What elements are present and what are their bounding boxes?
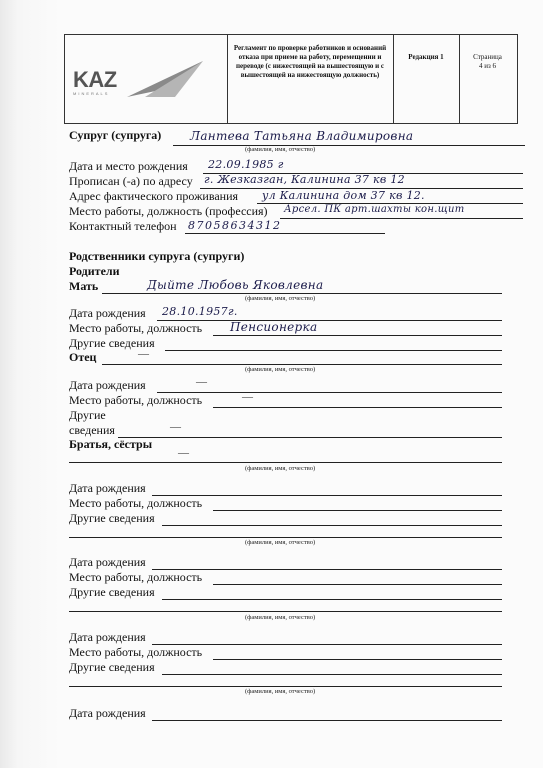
mother-name-line (102, 293, 502, 294)
spouse-name-caption: (фамилия, имя, отчество) (245, 146, 316, 153)
father-name-caption: (фамилия, имя, отчество) (245, 366, 316, 373)
sibling-1-other-line (162, 525, 502, 526)
father-dob-dash: — (196, 376, 207, 388)
spouse-dob-value: 22.09.1985 г (208, 158, 284, 171)
sibling-2-dob-label: Дата рождения (69, 555, 146, 569)
sibling-4-name-caption: (фамилия, имя, отчество) (245, 688, 316, 695)
revision-label: Редакция 1 (408, 53, 444, 61)
father-label: Отец (69, 350, 97, 364)
sibling-2-name-line (69, 537, 502, 538)
sibling-1-name-dash: — (178, 447, 189, 459)
father-other-line (118, 437, 502, 438)
sibling-4-name-line (69, 686, 502, 687)
spouse-phone-value: 87058634312 (188, 219, 282, 232)
spouse-dob-label: Дата и место рождения (69, 159, 188, 173)
sibling-2-work-label: Место работы, должность (69, 570, 203, 584)
spouse-phone-line (185, 233, 385, 234)
father-dob-line (157, 392, 502, 393)
spouse-phone-label: Контактный телефон (69, 219, 177, 233)
company-logo-subtitle: MINERALS (73, 91, 110, 96)
sibling-4-dob-line (152, 720, 502, 721)
spouse-actual-address-label: Адрес фактического проживания (69, 189, 239, 203)
mother-other-label: Другие сведения (69, 336, 155, 350)
sibling-3-name-caption: (фамилия, имя, отчество) (245, 614, 316, 621)
page-value: 4 из 6 (478, 62, 496, 70)
spouse-name-value: Лантева Татьяна Владимировна (190, 129, 414, 143)
father-work-dash: — (242, 391, 253, 403)
logo-cell (65, 35, 228, 123)
spouse-registration-label: Прописан (-а) по адресу (69, 174, 193, 188)
revision-cell (393, 35, 460, 123)
spouse-work-label: Место работы, должность (профессия) (69, 204, 268, 218)
mother-name-caption: (фамилия, имя, отчество) (245, 295, 316, 302)
sibling-2-work-line (213, 584, 502, 585)
sibling-1-work-line (213, 510, 502, 511)
mother-other-line (165, 350, 502, 351)
father-name-dash: — (138, 348, 149, 360)
sibling-1-dob-label: Дата рождения (69, 481, 146, 495)
spouse-actual-address-value: ул Калинина дом 37 кв 12. (262, 189, 425, 202)
mother-work-line (213, 335, 502, 336)
sibling-3-other-line (162, 674, 502, 675)
page-label: Страница (473, 53, 502, 61)
spouse-work-line (280, 218, 523, 219)
parents-title: Родители (69, 264, 120, 278)
father-other-label-1: Другие (69, 408, 106, 422)
father-other-dash: — (170, 421, 181, 433)
mother-name-value: Дыйте Любовь Яковлевна (147, 278, 324, 292)
sibling-1-other-label: Другие сведения (69, 511, 155, 525)
mother-dob-line (157, 320, 502, 321)
father-work-label: Место работы, должность (69, 393, 203, 407)
sibling-3-other-label: Другие сведения (69, 660, 155, 674)
siblings-title: Братья, сёстры (69, 437, 153, 451)
spouse-name-line (173, 145, 525, 146)
sibling-1-name-line (69, 462, 502, 463)
spouse-work-value: Арсел. ПК арт.шахты кон.щит (284, 204, 465, 215)
sibling-3-work-line (213, 659, 502, 660)
mother-dob-value: 28.10.1957г. (162, 305, 238, 318)
document-header-table (64, 34, 518, 124)
sibling-3-dob-label: Дата рождения (69, 630, 146, 644)
sibling-3-work-label: Место работы, должность (69, 645, 203, 659)
sibling-4-dob-label: Дата рождения (69, 706, 146, 720)
spouse-registration-value: г. Жезказган, Калинина 37 кв 12 (204, 173, 405, 186)
mother-work-label: Место работы, должность (69, 321, 203, 335)
relatives-title: Родственники супруга (супруги) (69, 249, 245, 263)
mother-dob-label: Дата рождения (69, 306, 146, 320)
sibling-2-name-caption: (фамилия, имя, отчество) (245, 539, 316, 546)
sibling-2-other-label: Другие сведения (69, 585, 155, 599)
regulation-cell (227, 35, 394, 123)
spouse-label: Супруг (супруга) (69, 128, 162, 142)
father-dob-label: Дата рождения (69, 378, 146, 392)
page-cell (459, 35, 516, 123)
sibling-1-dob-line (152, 495, 502, 496)
mother-work-value: Пенсионерка (230, 320, 318, 334)
regulation-title: Регламент по проверке работников и оснований отказа при приеме на работу, перемещении и переводе (с нижестоящей на вышестоящую и с вышестоящей на нижестоящую должность) (233, 44, 387, 79)
logo-mark-icon (125, 59, 205, 99)
sibling-1-work-label: Место работы, должность (69, 496, 203, 510)
father-name-line (102, 364, 502, 365)
father-other-label-2: сведения (69, 423, 115, 437)
sibling-3-name-line (69, 611, 502, 612)
sibling-2-other-line (162, 599, 502, 600)
sibling-2-dob-line (152, 569, 502, 570)
father-work-line (213, 407, 502, 408)
mother-label: Мать (69, 279, 99, 293)
sibling-1-name-caption: (фамилия, имя, отчество) (245, 465, 316, 472)
sibling-3-dob-line (152, 644, 502, 645)
company-logo: KAZ (73, 67, 117, 92)
page-number (461, 53, 514, 71)
